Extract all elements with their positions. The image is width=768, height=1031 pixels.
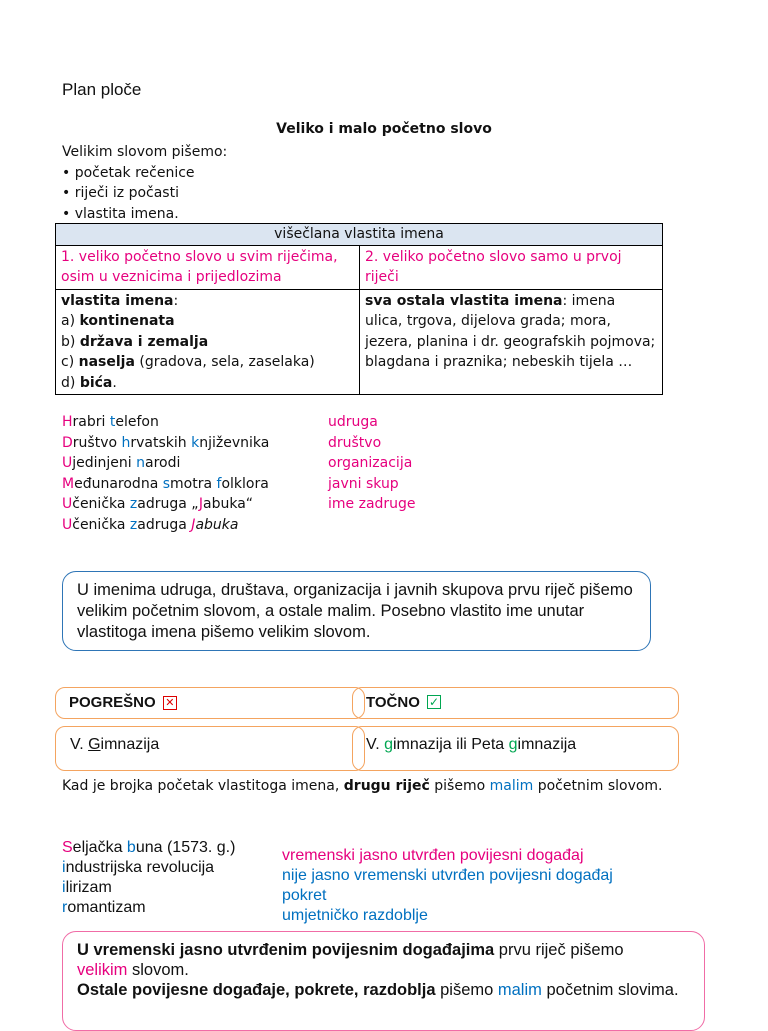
wrong-label: POGREŠNO bbox=[69, 694, 156, 711]
example-row bbox=[62, 453, 413, 474]
intro-list bbox=[62, 142, 227, 224]
example-name: Društvo hrvatskih književnika bbox=[62, 434, 270, 451]
wrong-example: V. Gimnazija bbox=[55, 726, 365, 771]
example-name: Međunarodna smotra folklora bbox=[62, 475, 269, 492]
history-example: romantizam bbox=[62, 899, 146, 916]
example-row bbox=[62, 494, 416, 515]
history-category: umjetničko razdoblje bbox=[282, 907, 428, 924]
example-name: Učenička zadruga Jabuka bbox=[62, 516, 239, 533]
example-category: organizacija bbox=[328, 455, 413, 471]
rule-2-examples-cell: sva ostala vlastita imena: imena ulica, trgova, dijelova grada; mora, jezera, planina i dr. geografskih pojmova; blagdana i praznika; nebeskih tijela … bbox=[360, 289, 663, 395]
example-row bbox=[62, 412, 378, 433]
example-category: društvo bbox=[328, 434, 382, 451]
correct-header bbox=[352, 687, 679, 719]
example-name: Ujedinjeni narodi bbox=[62, 455, 181, 471]
history-example: ilirizam bbox=[62, 879, 112, 896]
example-category: ime zadruge bbox=[328, 496, 416, 512]
example-name: Hrabri telefon bbox=[62, 414, 159, 430]
history-category: pokret bbox=[282, 887, 327, 904]
example-row bbox=[62, 474, 399, 495]
examples-list bbox=[62, 412, 416, 535]
cross-box-icon: ✕ bbox=[163, 696, 177, 710]
history-example: Seljačka buna (1573. g.) bbox=[62, 839, 236, 856]
document-title: Veliko i malo početno slovo bbox=[276, 121, 492, 137]
example-row bbox=[62, 515, 269, 536]
history-category: nije jasno vremenski utvrđen povijesni događaj bbox=[282, 867, 613, 884]
history-category: vremenski jasno utvrđen povijesni događaj bbox=[282, 847, 584, 864]
rules-table-header: višečlana vlastita imena bbox=[56, 224, 663, 246]
rule-1-cell: 1. veliko početno slovo u svim riječima, osim u veznicima i prijedlozima bbox=[56, 245, 360, 289]
intro-lead: Velikim slovom pišemo: bbox=[62, 144, 228, 160]
rule-box: U imenima udruga, društava, organizacija i javnih skupova prvu riječ pišemo velikim početnim slovom, a ostale malim. Posebno vlastito ime unutar vlastitoga imena pišemo velikim slovom. bbox=[62, 571, 651, 651]
example-category: udruga bbox=[328, 414, 378, 430]
history-examples bbox=[62, 838, 235, 918]
rule-2-cell: 2. veliko početno slovo samo u prvoj riječi bbox=[360, 245, 663, 289]
correct-example: V. gimnazija ili Peta gimnazija bbox=[352, 726, 679, 771]
wrong-header bbox=[55, 687, 365, 719]
plan-title: Plan ploče bbox=[62, 80, 142, 99]
rules-table bbox=[55, 223, 663, 395]
intro-bullet: • vlastita imena. bbox=[62, 205, 179, 222]
example-name: Učenička zadruga „Jabuka“ bbox=[62, 496, 254, 512]
intro-bullet: • riječi iz počasti bbox=[62, 185, 179, 201]
example-category: javni skup bbox=[328, 475, 399, 492]
correct-label: TOČNO bbox=[366, 694, 420, 711]
example-row bbox=[62, 433, 382, 454]
check-box-icon: ✓ bbox=[429, 695, 440, 709]
rule-1-examples-cell: vlastita imena: a) kontinenata b) država i zemalja c) naselja (gradova, sela, zaselaka) d) bića. bbox=[56, 289, 360, 395]
history-categories bbox=[282, 846, 613, 926]
history-rule-box: U vremenski jasno utvrđenim povijesnim događajima prvu riječ pišemo velikim slovom. Ostale povijesne događaje, pokrete, razdoblja pišemo malim početnim slovima. bbox=[62, 931, 705, 1031]
intro-bullet: • početak rečenice bbox=[62, 164, 195, 181]
number-note: Kad je brojka početak vlastitoga imena, drugu riječ pišemo malim početnim slovom. bbox=[62, 778, 663, 794]
history-example: industrijska revolucija bbox=[62, 859, 215, 876]
